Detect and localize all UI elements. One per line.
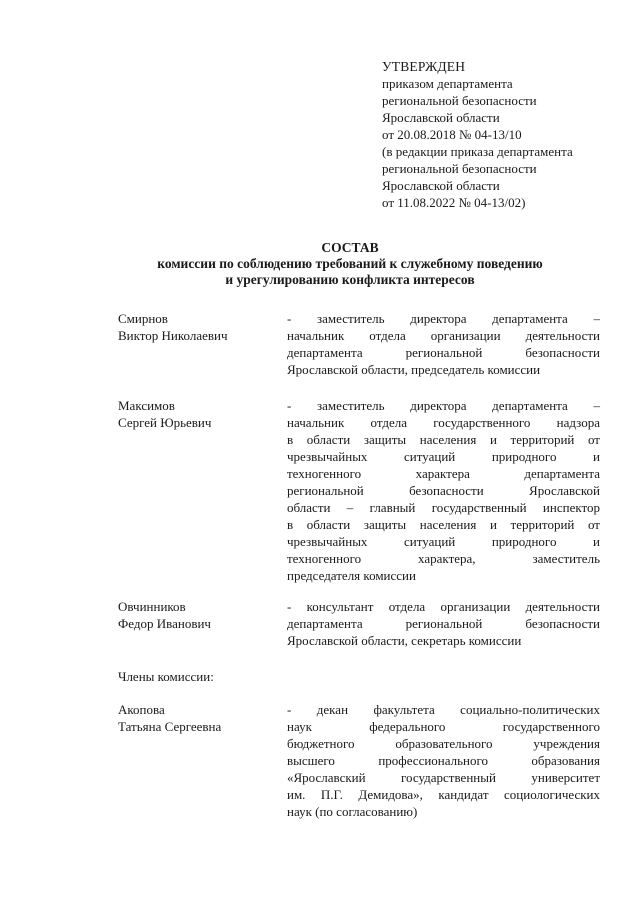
approval-line: региональной безопасности — [382, 161, 537, 176]
member-role — [287, 310, 600, 378]
members-section-label: Члены комиссии: — [118, 669, 214, 684]
role-line: чрезвычайных ситуаций природного и — [287, 534, 600, 549]
role-line: региональной безопасности Ярославской — [287, 483, 600, 498]
approval-line: от 11.08.2022 № 04-13/02) — [382, 195, 526, 210]
approval-line: региональной безопасности — [382, 93, 537, 108]
role-line: техногенного характера департамента — [287, 466, 600, 481]
member-given-name: Сергей Юрьевич — [118, 415, 212, 430]
member-given-name: Татьяна Сергеевна — [118, 719, 222, 734]
role-line: чрезвычайных ситуаций природного и — [287, 449, 600, 464]
role-line: «Ярославский государственный университет — [287, 770, 600, 785]
role-line: им. П.Г. Демидова», кандидат социологических — [287, 787, 600, 802]
role-line: Ярославской области, секретарь комиссии — [287, 633, 522, 648]
role-line: высшего профессионального образования — [287, 753, 600, 768]
member-role — [287, 397, 600, 584]
document-title — [100, 240, 600, 288]
title-line: комиссии по соблюдению требований к служебному поведению — [157, 256, 543, 271]
approval-line: от 20.08.2018 № 04-13/10 — [382, 127, 522, 142]
approval-block — [382, 58, 614, 211]
approval-line: (в редакции приказа департамента — [382, 144, 573, 159]
role-line: наук (по согласованию) — [287, 804, 418, 819]
member-given-name: Виктор Николаевич — [118, 328, 228, 343]
role-line: начальник отдела государственного надзора — [287, 415, 600, 430]
approval-line: приказом департамента — [382, 76, 513, 91]
role-line: наук федерального государственного — [287, 719, 600, 734]
role-line: - декан факультета социально-политических — [287, 702, 600, 717]
role-line: - заместитель директора департамента – — [287, 311, 600, 326]
role-line: председателя комиссии — [287, 568, 416, 583]
role-line: Ярославской области, председатель комиссии — [287, 362, 541, 377]
member-given-name: Федор Иванович — [118, 616, 211, 631]
role-line: департамента региональной безопасности — [287, 616, 600, 631]
approval-line: Ярославской области — [382, 110, 500, 125]
member-surname: Максимов — [118, 398, 175, 413]
approval-heading: УТВЕРЖДЕН — [382, 59, 466, 74]
title-line: и урегулированию конфликта интересов — [225, 272, 475, 287]
member-role — [287, 598, 600, 649]
member-surname: Акопова — [118, 702, 165, 717]
role-line: области – главный государственный инспектор — [287, 500, 600, 515]
approval-line: Ярославской области — [382, 178, 500, 193]
role-line: начальник отдела организации деятельности — [287, 328, 600, 343]
role-line: - консультант отдела организации деятельности — [287, 599, 600, 614]
member-name — [118, 310, 278, 344]
member-name — [118, 397, 278, 431]
member-name — [118, 701, 278, 735]
role-line: в области защиты населения и территорий от — [287, 517, 600, 532]
member-surname: Смирнов — [118, 311, 168, 326]
role-line: департамента региональной безопасности — [287, 345, 600, 360]
role-line: в области защиты населения и территорий от — [287, 432, 600, 447]
title-heading: СОСТАВ — [321, 240, 379, 255]
role-line: - заместитель директора департамента – — [287, 398, 600, 413]
role-line: бюджетного образовательного учреждения — [287, 736, 600, 751]
member-role — [287, 701, 600, 820]
role-line: техногенного характера, заместитель — [287, 551, 600, 566]
member-surname: Овчинников — [118, 599, 186, 614]
member-name — [118, 598, 278, 632]
